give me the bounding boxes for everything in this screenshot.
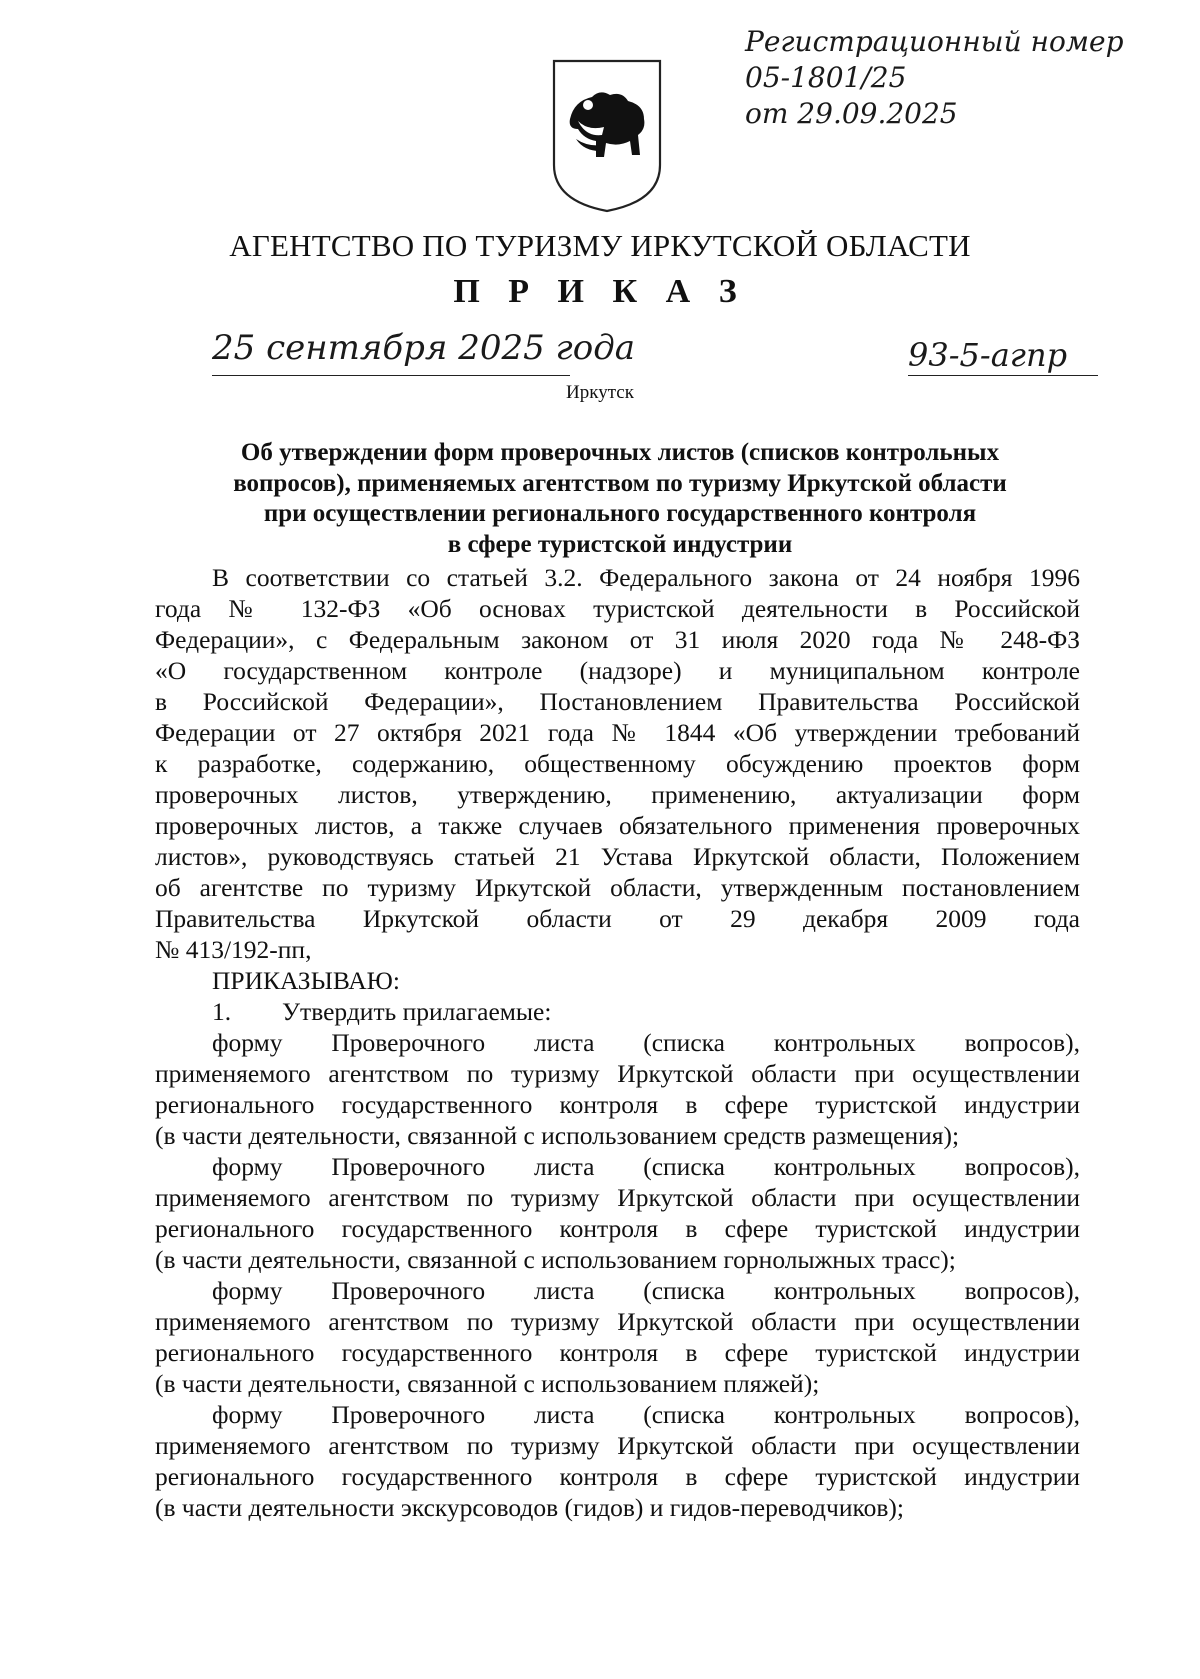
form-line: (в части деятельности, связанной с использованием горнолыжных трасс); [155,1245,956,1274]
date-underline [212,375,570,377]
form-line: (в части деятельности экскурсоводов (гидов) и гидов-переводчиков); [155,1493,904,1522]
preamble-line: «О государственном контроле (надзоре) и муниципальном контроле [155,656,1080,685]
form-line: (в части деятельности, связанной с использованием средств размещения); [155,1121,960,1150]
title-line: Об утверждении форм проверочных листов (списков контрольных [240,439,1000,466]
form-line: регионального государственного контроля в сфере туристской индустрии [155,1338,1080,1367]
form-line: форму Проверочного листа (списка контрольных вопросов), [212,1028,1080,1057]
preamble-line: к разработке, содержанию, общественному обсуждению проектов форм [155,749,1080,778]
form-line: форму Проверочного листа (списка контрольных вопросов), [212,1276,1080,1305]
preamble-line: листов», руководствуясь статьей 21 Устава Иркутской области, Положением [155,842,1080,871]
city-name: Иркутск [566,382,634,403]
agency-name: АГЕНТСТВО ПО ТУРИЗМУ ИРКУТСКОЙ ОБЛАСТИ [229,228,971,263]
preamble-line: Федерации», с Федеральным законом от 31 июля 2020 года № 248-ФЗ [155,625,1080,654]
preamble-line: об агентстве по туризму Иркутской области, утвержденным постановлением [155,873,1080,902]
item-text: Утвердить прилагаемые: [282,997,552,1026]
order-word: ПРИКАЗЫВАЮ: [212,966,400,995]
preamble-line: Федерации от 27 октября 2021 года № 1844 «Об утверждении требований [155,718,1080,747]
order-number: 93-5-агпр [908,336,1068,374]
number-underline [908,375,1098,377]
preamble-line: Правительства Иркутской области от 29 декабря 2009 года [155,904,1080,933]
preamble-line: проверочных листов, а также случаев обязательного применения проверочных [155,811,1080,840]
preamble-line: в Российской Федерации», Постановлением Правительства Российской [155,687,1080,716]
form-line: регионального государственного контроля в сфере туристской индустрии [155,1090,1080,1119]
preamble-line: года № 132-ФЗ «Об основах туристской деятельности в Российской [155,594,1080,623]
title-line: в сфере туристской индустрии [447,530,793,558]
registration-handwritten-note [745,24,1125,132]
document-type-heading: П Р И К А З [453,273,747,310]
order-date: 25 сентября 2025 года [212,328,636,368]
form-line: (в части деятельности, связанной с использованием пляжей); [155,1369,820,1398]
document-title [220,438,1020,560]
preamble-line: № 413/192-пп, [155,935,312,964]
title-line: при осуществлении регионального государственного контроля [263,500,977,527]
form-line: применяемого агентством по туризму Иркутской области при осуществлении [155,1059,1080,1088]
preamble-line: проверочных листов, утверждению, применению, актуализации форм [155,780,1080,809]
form-line: форму Проверочного листа (списка контрольных вопросов), [212,1400,1080,1429]
item-number: 1. [212,997,232,1026]
coat-of-arms-emblem [548,55,666,215]
form-line: применяемого агентством по туризму Иркутской области при осуществлении [155,1431,1080,1460]
form-line: применяемого агентством по туризму Иркутской области при осуществлении [155,1307,1080,1336]
title-line: вопросов), применяемых агентством по туризму Иркутской области [233,469,1007,497]
form-line: регионального государственного контроля в сфере туристской индустрии [155,1214,1080,1243]
preamble-line: В соответствии со статьей 3.2. Федерального закона от 24 ноября 1996 [212,563,1080,592]
form-line: регионального государственного контроля в сфере туристской индустрии [155,1462,1080,1491]
registration-date: от 29.09.2025 [745,97,958,130]
registration-label: Регистрационный номер [745,25,1124,58]
form-line: форму Проверочного листа (списка контрольных вопросов), [212,1152,1080,1181]
form-line: применяемого агентством по туризму Иркутской области при осуществлении [155,1183,1080,1212]
registration-number: 05-1801/25 [745,61,907,94]
